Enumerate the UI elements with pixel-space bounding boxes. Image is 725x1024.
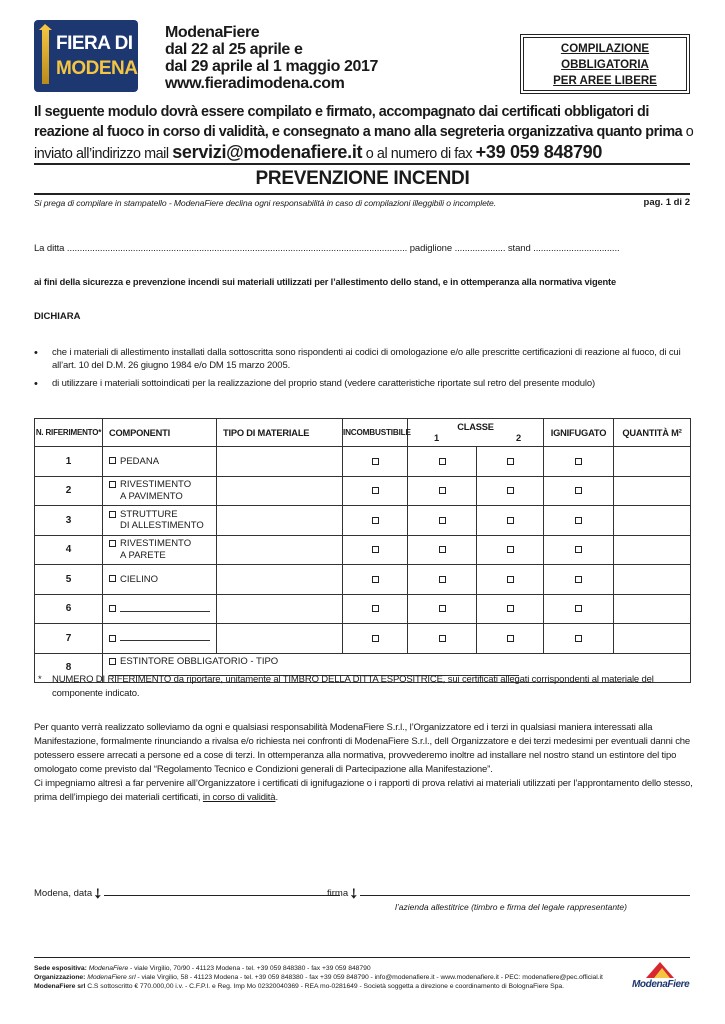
table-row (35, 565, 691, 595)
materials-table (34, 418, 691, 683)
asterisk: * (38, 674, 42, 685)
component-label: STRUTTURE (120, 508, 178, 520)
footer-org-name: ModenaFiere srl (87, 974, 136, 981)
checkbox-floor-covering[interactable] (109, 481, 116, 488)
table-row (35, 624, 691, 654)
row-number: 1 (35, 447, 103, 477)
table-row (35, 506, 691, 536)
incombustible-checkbox[interactable] (372, 487, 379, 494)
declaration-list (34, 347, 694, 397)
component-cell (103, 506, 217, 536)
class-1-label: 1 (434, 433, 439, 443)
header-dates-1: dal 22 al 25 aprile e (165, 41, 303, 58)
checkbox-other-6[interactable] (109, 605, 116, 612)
footer-org-label: Organizzazione: (34, 974, 86, 981)
quantity-input[interactable] (614, 535, 691, 565)
row-number: 8 (35, 653, 103, 683)
quantity-input[interactable] (614, 565, 691, 595)
class-1-checkbox[interactable] (439, 546, 446, 553)
date-label: Modena, data (34, 888, 93, 900)
intro-normal: o inviato all’indirizzo mail (34, 124, 694, 162)
class-2-checkbox[interactable] (507, 458, 514, 465)
company-fields-line[interactable]: La ditta ...................................................................................................................................... padiglione .................... stand .................................. (34, 243, 620, 254)
footer-sede-text: - viale Virgilio, 70/90 - 41123 Modena - tel. +39 059 848380 - fax +39 059 848790 (128, 965, 371, 972)
component-label: CIELINO (120, 573, 159, 585)
incombustible-checkbox[interactable] (372, 576, 379, 583)
liability-paragraph: Per quanto verrà realizzato solleviamo da ogni e qualsiasi responsabilità ModenaFiere S.r.l., l’Organizzatore ed i terzi in qualsiasi maniera interessati alla Manifestazione, formalmente rinunciando a rivalsa e/o richiesta nei confronti di ModenaFiere S.r.l., dell Organizzatore e dei terzi medesimi per eventuali danni che potessero essere arrecati a persone ed a cose di terzi. In ottemperanza alla normativa, provvederemo inoltre ad installare nel nostro stand un estintore del tipo omologato come previsto dal “Regolamento Tecnico e Condizioni generali di Partecipazione alla Manifestazione”. (34, 722, 691, 775)
purpose-statement: ai fini della sicurezza e prevenzione incendi sui materiali utilizzati per l’allestimento dello stand, e in ottemperanza alla normativa vigente (34, 277, 616, 287)
material-type-input[interactable] (217, 506, 343, 536)
col-header-incombustible: INCOMBUSTIBILE (343, 419, 408, 447)
certificates-paragraph (34, 777, 694, 805)
mandatory-badge (520, 34, 690, 94)
triangle-icon (654, 968, 670, 978)
component-cell (103, 594, 217, 624)
date-field (34, 885, 340, 902)
footer-info (34, 964, 634, 991)
intro-text (34, 102, 694, 164)
fireproofed-checkbox[interactable] (575, 458, 582, 465)
component-label: RIVESTIMENTO (120, 479, 192, 491)
incombustible-checkbox[interactable] (372, 517, 379, 524)
class-2-label: 2 (516, 433, 521, 443)
fireproofed-checkbox[interactable] (575, 576, 582, 583)
incombustible-checkbox[interactable] (372, 546, 379, 553)
quantity-input[interactable] (614, 594, 691, 624)
period: . (275, 792, 278, 803)
footer-sede-name: ModenaFiere (88, 965, 129, 972)
material-type-input[interactable] (217, 476, 343, 506)
footnote-text: NUMERO DI RIFERIMENTO da riportare, unitamente al TIMBRO DELLA DITTA ESPOSITRICE, sui certificati allegati corrispondenti al materiale del componente indicato. (52, 674, 654, 699)
fireproofed-checkbox[interactable] (575, 635, 582, 642)
component-label: RIVESTIMENTO (120, 538, 192, 550)
table-row (35, 476, 691, 506)
class-label: CLASSE (457, 422, 494, 432)
class-1-checkbox[interactable] (439, 635, 446, 642)
header-dates-2: dal 29 aprile al 1 maggio 2017 (165, 58, 379, 75)
list-item: • di utilizzare i materiali sottoindicati per la realizzazione del proprio stand (vedere caratteristiche riportate sul retro del presente modulo) (34, 378, 694, 391)
class-1-checkbox[interactable] (439, 487, 446, 494)
class-1-checkbox[interactable] (439, 458, 446, 465)
divider (34, 193, 690, 195)
class-1-checkbox[interactable] (439, 605, 446, 612)
table-row (35, 447, 691, 477)
class-2-checkbox[interactable] (507, 576, 514, 583)
legal-rep-caption: l’azienda allestitrice (timbro e firma del legale rappresentante) (395, 902, 627, 912)
arrow-down-right-icon: ➘ (88, 883, 109, 903)
checkbox-other-7[interactable] (109, 635, 116, 642)
intro-bold: Il seguente modulo dovrà essere compilato e firmato, accompagnato dai certificati obbligatori di reazione al fuoco in corso di validità, e consegnato a mano alla segreteria organizzativa quanto prima (34, 104, 683, 140)
checkbox-pedana[interactable] (109, 457, 116, 464)
badge-line1: COMPILAZIONE (560, 43, 650, 55)
quantity-input[interactable] (614, 476, 691, 506)
arrow-down-right-icon: ➘ (344, 883, 365, 903)
table-row (35, 594, 691, 624)
incombustible-checkbox[interactable] (372, 635, 379, 642)
badge-line3: PER AREE LIBERE (553, 75, 657, 87)
table-row (35, 535, 691, 565)
other-component-input[interactable] (120, 632, 210, 641)
page-title: PREVENZIONE INCENDI (255, 168, 470, 189)
col-header-class (408, 419, 544, 447)
col-header-quantity: QUANTITÀ M² (614, 419, 691, 447)
logo-line1: FIERA DI (56, 33, 133, 54)
footer-divider (34, 957, 690, 958)
date-input[interactable] (104, 888, 340, 896)
row-number: 3 (35, 506, 103, 536)
footer-srl-text: C.S sottoscritto € 770.000,00 i.v. - C.F.P.I. e Reg. Imp Mo 02320040369 - REA mo-0281649 - Società soggetta a direzione e coordinamento di BolognaFiere Spa. (85, 983, 564, 990)
component-label-sub: DI ALLESTIMENTO (120, 520, 204, 532)
compile-note: Si prega di compilare in stampatello - ModenaFiere declina ogni responsabilità in caso di compilazioni illeggibili o incomplete. (34, 198, 497, 208)
fiera-di-modena-logo (34, 20, 138, 92)
tower-icon (42, 28, 49, 84)
signature-label: firma (327, 888, 349, 900)
contact-email: servizi@modenafiere.it (172, 142, 363, 162)
modenafiere-logo (632, 962, 692, 992)
badge-line2: OBBLIGATORIA (561, 59, 649, 71)
checkbox-wall-covering[interactable] (109, 540, 116, 547)
validity-text: in corso di validità (202, 792, 276, 803)
contact-fax: +39 059 848790 (475, 142, 603, 162)
component-cell (103, 447, 217, 477)
component-cell (103, 476, 217, 506)
material-type-input[interactable] (217, 624, 343, 654)
fireproofed-checkbox[interactable] (575, 546, 582, 553)
col-header-rif: N. RIFERIMENTO* (35, 419, 103, 447)
quantity-input[interactable] (614, 624, 691, 654)
material-type-input[interactable] (217, 447, 343, 477)
certificates-text: Ci impegniamo altresì a far pervenire all’Organizzatore i certificati di ignifugazione o i rapporti di prova relativi ai materiali utilizzati per l’approntamento dello stesso, prima dell’impiego dei materiali certificati, (34, 778, 693, 803)
footer-srl-label: ModenaFiere srl (34, 983, 86, 990)
header-org: ModenaFiere (165, 24, 260, 41)
checkbox-structures[interactable] (109, 511, 116, 518)
class-2-checkbox[interactable] (507, 605, 514, 612)
footer-org-text: - viale Virgilio, 58 - 41123 Modena - tel. +39 059 848380 - fax +39 059 848790 - info@modenafiere.it - www.modenafiere.it - PEC: modenafiere@pec.official.it (135, 974, 603, 981)
class-2-checkbox[interactable] (507, 546, 514, 553)
component-cell (103, 535, 217, 565)
extinguisher-label: ESTINTORE OBBLIGATORIO - TIPO (120, 655, 279, 667)
signature-input[interactable] (360, 888, 690, 896)
checkbox-extinguisher[interactable] (109, 658, 116, 665)
header-website: www.fieradimodena.com (165, 75, 345, 92)
footer-sede-label: Sede espositiva: (34, 965, 87, 972)
material-type-input[interactable] (217, 565, 343, 595)
row-number: 2 (35, 476, 103, 506)
fireproofed-checkbox[interactable] (575, 605, 582, 612)
component-label: PEDANA (120, 455, 160, 467)
col-header-components: COMPONENTI (103, 419, 217, 447)
class-2-checkbox[interactable] (507, 487, 514, 494)
list-item: • che i materiali di allestimento installati dalla sottoscritta sono rispondenti ai codici di omologazione e/o alle prescritte certificazioni di reazione al fuoco, di cui all’art. 10 del D.M. 26 giugno 1984 e/o DM 15 marzo 2005. (34, 347, 694, 372)
component-cell (103, 624, 217, 654)
declares-heading: DICHIARA (34, 311, 81, 322)
other-component-input[interactable] (120, 603, 210, 612)
row-number: 4 (35, 535, 103, 565)
row-number: 6 (35, 594, 103, 624)
component-label-sub: A PAVIMENTO (120, 490, 183, 502)
divider (34, 163, 690, 165)
row-number: 5 (35, 565, 103, 595)
col-header-fireproofed: IGNIFUGATO (544, 419, 614, 447)
fireproofed-checkbox[interactable] (575, 487, 582, 494)
logo-line2: MODENA (56, 58, 138, 79)
class-2-checkbox[interactable] (507, 635, 514, 642)
class-2-checkbox[interactable] (507, 517, 514, 524)
component-cell (103, 565, 217, 595)
incombustible-checkbox[interactable] (372, 605, 379, 612)
modenafiere-logo-text: ModenaFiere (632, 979, 690, 990)
event-header (165, 24, 378, 92)
col-header-material-type: TIPO DI MATERIALE (217, 419, 343, 447)
incombustible-checkbox[interactable] (372, 458, 379, 465)
class-1-checkbox[interactable] (439, 517, 446, 524)
intro-fax-text: o al numero di fax (362, 146, 476, 162)
component-label-sub: A PARETE (120, 549, 166, 561)
checkbox-ceiling[interactable] (109, 575, 116, 582)
row-number: 7 (35, 624, 103, 654)
quantity-input[interactable] (614, 506, 691, 536)
fireproofed-checkbox[interactable] (575, 517, 582, 524)
class-1-checkbox[interactable] (439, 576, 446, 583)
material-type-input[interactable] (217, 535, 343, 565)
quantity-input[interactable] (614, 447, 691, 477)
material-type-input[interactable] (217, 594, 343, 624)
signature-field (327, 885, 690, 902)
page-number: pag. 1 di 2 (643, 197, 690, 208)
reference-footnote (38, 673, 678, 701)
